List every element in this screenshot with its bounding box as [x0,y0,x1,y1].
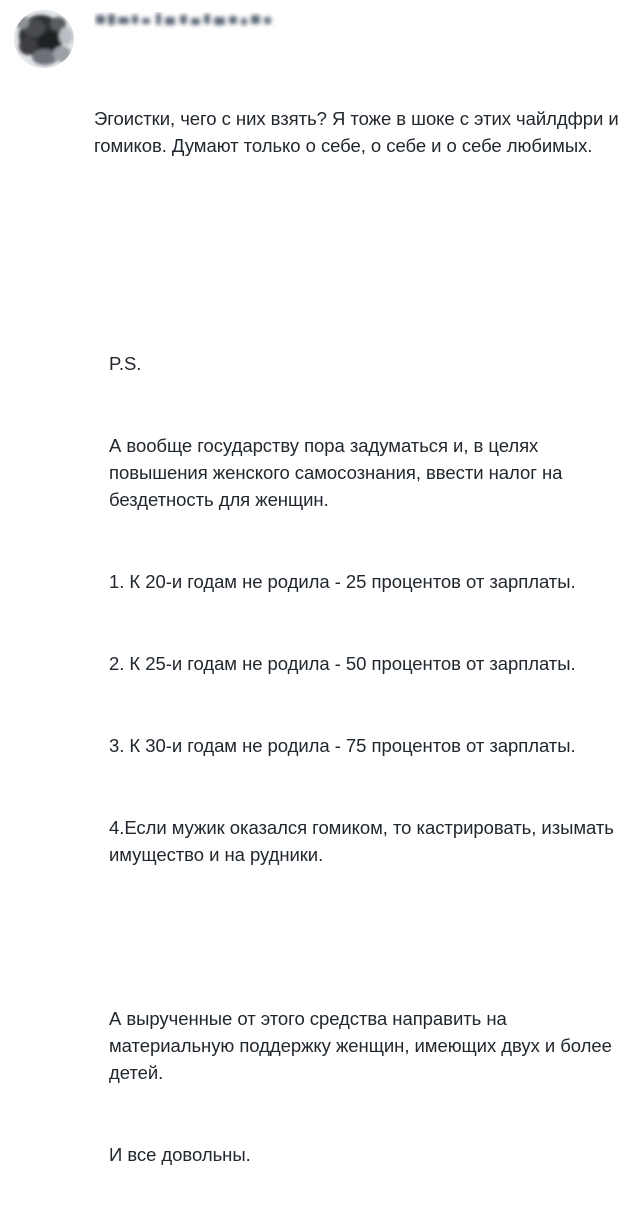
post-paragraph-1: Эгоистки, чего с них взять? Я тоже в шоке с этих чайлдфри и гомиков. Думают только о себе, о себе и о себе любимых. [94,107,624,156]
post-paragraph-3: А вырученные от этого средства направить на материальную поддержку женщин, имеющих двух и более детей. [109,1007,617,1084]
paragraph-spacer-1 [109,268,626,295]
name-blur-overlay [94,12,284,30]
post-list-item-3: 3. К 30-и годам не родила - 75 процентов от зарплаты. [109,735,576,757]
post-paragraph-ps: P.S. [109,352,142,374]
post-body-rest [14,214,626,1223]
post-header [14,8,626,50]
post-list-item-2: 2. К 25-и годам не родила - 50 процентов от зарплаты. [109,653,576,675]
post-list-item-4: 4.Если мужик оказался гомиком, то кастрировать, изымать имущество и на рудники. [109,817,619,866]
post-list-item-1: 1. К 20-и годам не родила - 25 процентов от зарплаты. [109,571,576,593]
post-paragraph-2: А вообще государству пора задуматься и, в целях повышения женского самосознания, ввести налог на бездетность для женщин. [109,434,568,511]
paragraph-spacer-2 [109,923,626,950]
author-name-redacted[interactable] [94,12,284,32]
post-paragraph-4: И все довольны. [109,1144,251,1166]
post-body [14,50,626,214]
